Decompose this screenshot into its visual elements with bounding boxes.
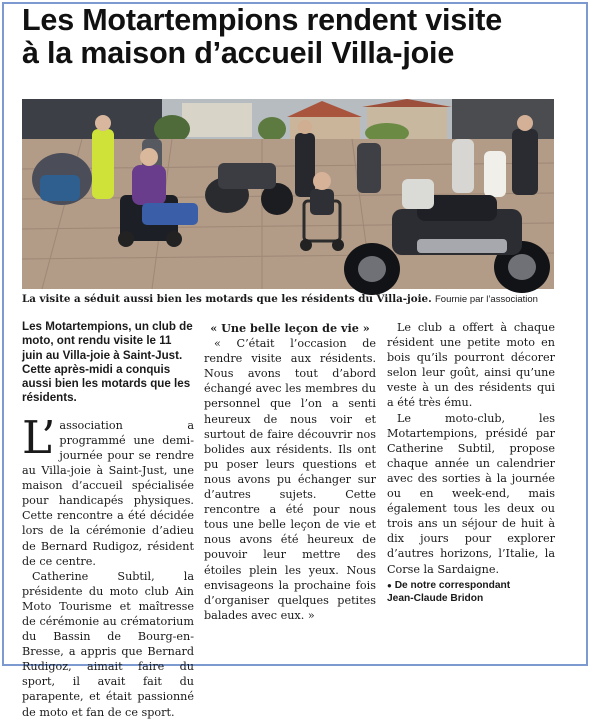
article-headline (22, 4, 582, 70)
photo-illustration (22, 99, 554, 289)
column-3 (387, 320, 555, 605)
paragraph-3: « C’était l’occasion de rendre visite aux résidents. Nous avons tout d’abord échangé avec les membres du personnel que l’on a senti heureux de nous voir et surtout de faire découvrir nos bolides aux résidents. Ils ont pu poser leurs questions et nous avons pu échanger sur d’autres sujets. Cette rencontre a été pour nous tous une belle leçon de vie et nous avons été heureux de pouvoir leur mettre des étoiles plein les yeux. Nous envisageons la prochaine fois d’organiser quelques petites balades avec eux. » (204, 337, 376, 622)
paragraph-5: Le moto-club, les Motartempions, présidé par Catherine Subtil, propose chaque année un calendrier avec des sorties à la journée ou en week-end, mais également tous les deux ou trois ans un séjour de huit à dix jours pour explorer d’autres horizons, l’Italie, la Corse la Sardaigne. (387, 411, 555, 576)
subhead: « Une belle leçon de vie » (210, 321, 370, 335)
column-1 (22, 320, 194, 720)
paragraph-2: Catherine Subtil, la présidente du moto club Ain Moto Tourisme et maîtresse de cérémonie au crématorium du Bassin de Bourg-en-Bresse, a appris que Bernard Rudigoz, aimait faire du sport, il avait fait du parapente, et était passionné de moto et fan de ce sport. (22, 569, 194, 719)
paragraph-4: Le club a offert à chaque résident une petite moto en bois qu’ils pourront décorer selon leur goût, ainsi qu’une veste à un des résidents qui a été très ému. (387, 321, 555, 410)
article-photo (22, 99, 554, 289)
paragraph-1-text: association a programmé une demi-journée pour se rendre au Villa-joie à Saint-Just, une maison d’accueil spécialisée pour handicapés physiques. Cette rencontre a été décidée lors de la cérémonie d’adieu de Bernard Rudigoz, résident de ce centre. (22, 418, 194, 568)
photo-caption (22, 292, 582, 307)
article-lead: Les Motartempions, un club de moto, ont rendu visite le 11 juin au Villa-joie à Saint-Just. Cette après-midi a conquis aussi bien les motards que les résidents. (22, 320, 193, 405)
column-2 (204, 320, 376, 623)
headline-line-1: Les Motartempions rendent visite (22, 3, 503, 37)
headline-line-2: à la maison d’accueil Villa-joie (22, 36, 455, 70)
caption-credit: Fournie par l’association (434, 294, 538, 305)
byline (387, 579, 555, 605)
paragraph-1 (22, 410, 194, 569)
byline-line-1: De notre correspondant (394, 579, 511, 591)
caption-text: La visite a séduit aussi bien les motards que les résidents du Villa-joie. (22, 293, 432, 305)
byline-line-2: Jean-Claude Bridon (387, 592, 484, 604)
dropcap-letter: L’ (22, 410, 56, 464)
byline-bullet: ● (387, 580, 392, 590)
